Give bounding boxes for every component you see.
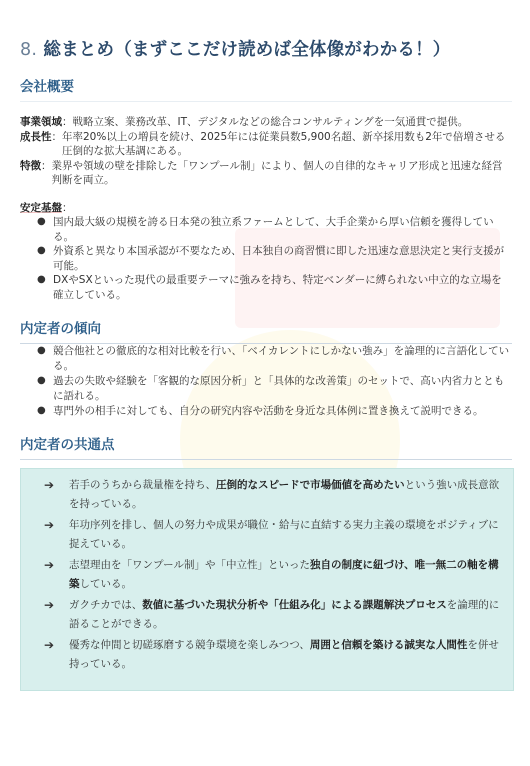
- def-label: 成長性: [20, 130, 52, 143]
- title-text: 総まとめ（まずここだけ読めば全体像がわかる！）: [43, 40, 451, 60]
- common-points-box: [20, 468, 514, 691]
- list-item: ➔ 年功序列を排し、個人の努力や成果が職位・給与に直結する実力主義の環境をポジティブに捉えている。: [44, 517, 499, 550]
- arrow-right-icon: ➔: [44, 597, 55, 612]
- def-feature: [20, 159, 512, 188]
- bullet-icon: ●: [37, 216, 46, 227]
- def-sep: ：: [41, 159, 52, 172]
- divider: [20, 459, 512, 460]
- list-item: ➔ 優秀な仲間と切磋琢磨する競争環境を楽しみつつ、周囲と信頼を築ける誠実な人間性を併せ持っている。: [44, 637, 499, 671]
- divider: [20, 101, 512, 102]
- page-title: [20, 0, 512, 64]
- def-text: 年率20%以上の増員を続け、2025年には従業員数5,900名超、新卒採用数も2年で倍増させる圧倒的な拡大基調にある。: [62, 130, 506, 157]
- arrow-right-icon: ➔: [44, 477, 55, 492]
- bullet-icon: ●: [37, 405, 46, 416]
- def-sep: ：: [51, 130, 62, 143]
- list-item: ➔ 志望理由を「ワンプール制」や「中立性」といった独自の制度に紐づけ、唯一無二の軸を構築している。: [44, 557, 499, 590]
- heading-common: 内定者の共通点: [20, 436, 115, 453]
- def-label: 特徴: [20, 159, 41, 172]
- def-sep: ：: [62, 116, 73, 128]
- bullet-icon: ●: [37, 375, 46, 386]
- def-business: [20, 115, 512, 130]
- stability-list: [20, 215, 512, 302]
- list-item: ➔ 若手のうちから裁量権を持ち、圧倒的なスピードで市場価値を高めたいという強い成長意欲を持っている。: [44, 477, 500, 510]
- def-growth: [20, 130, 512, 159]
- bullet-icon: ●: [37, 245, 46, 256]
- list-item: ● 専門外の相手に対しても、自分の研究内容や活動を身近な具体例に置き換えて説明できる。: [37, 405, 484, 417]
- list-item: ● DXやSXといった現代の最重要テーマに強みを持ち、特定ベンダーに縛られない中立的な立場を確立している。: [37, 274, 502, 301]
- arrow-right-icon: ➔: [44, 517, 55, 532]
- common-list: [35, 476, 505, 675]
- heading-tendency: 内定者の傾向: [20, 321, 101, 337]
- stability-label: 安定基盤：: [20, 201, 73, 214]
- list-item: ● 競合他社との徹底的な相対比較を行い、「ベイカレントにしかない強み」を論理的に言語化している。: [37, 345, 510, 372]
- list-item: ● 外資系と異なり本国承認が不要なため、日本独自の商習慣に即した迅速な意思決定と実行支援が可能。: [37, 245, 505, 272]
- def-label: 事業領域: [20, 116, 62, 128]
- bullet-icon: ●: [37, 274, 46, 285]
- tendency-list: [20, 344, 512, 419]
- bullet-icon: ●: [37, 345, 46, 356]
- arrow-right-icon: ➔: [44, 637, 55, 652]
- def-text: 業界や領域の壁を排除した「ワンプール制」により、個人の自律的なキャリア形成と迅速な経営判断を両立。: [51, 159, 503, 186]
- heading-company: 会社概要: [20, 79, 74, 95]
- list-item: ➔ ガクチカでは、数値に基づいた現状分析や「仕組み化」による課題解決プロセスを論理的に語ることができる。: [44, 597, 500, 631]
- company-defs: [20, 115, 512, 188]
- def-text: 戦略立案、業務改革、IT、デジタルなどの総合コンサルティングを一気通貫で提供。: [72, 116, 469, 128]
- list-item: ● 国内最大級の規模を誇る日本発の独立系ファームとして、大手企業から厚い信頼を獲得している。: [37, 216, 494, 243]
- arrow-right-icon: ➔: [44, 557, 55, 572]
- list-item: ● 過去の失敗や経験を「客観的な原因分析」と「具体的な改善策」のセットで、高い内省力とともに語れる。: [37, 375, 505, 402]
- section-number: 8.: [20, 40, 38, 60]
